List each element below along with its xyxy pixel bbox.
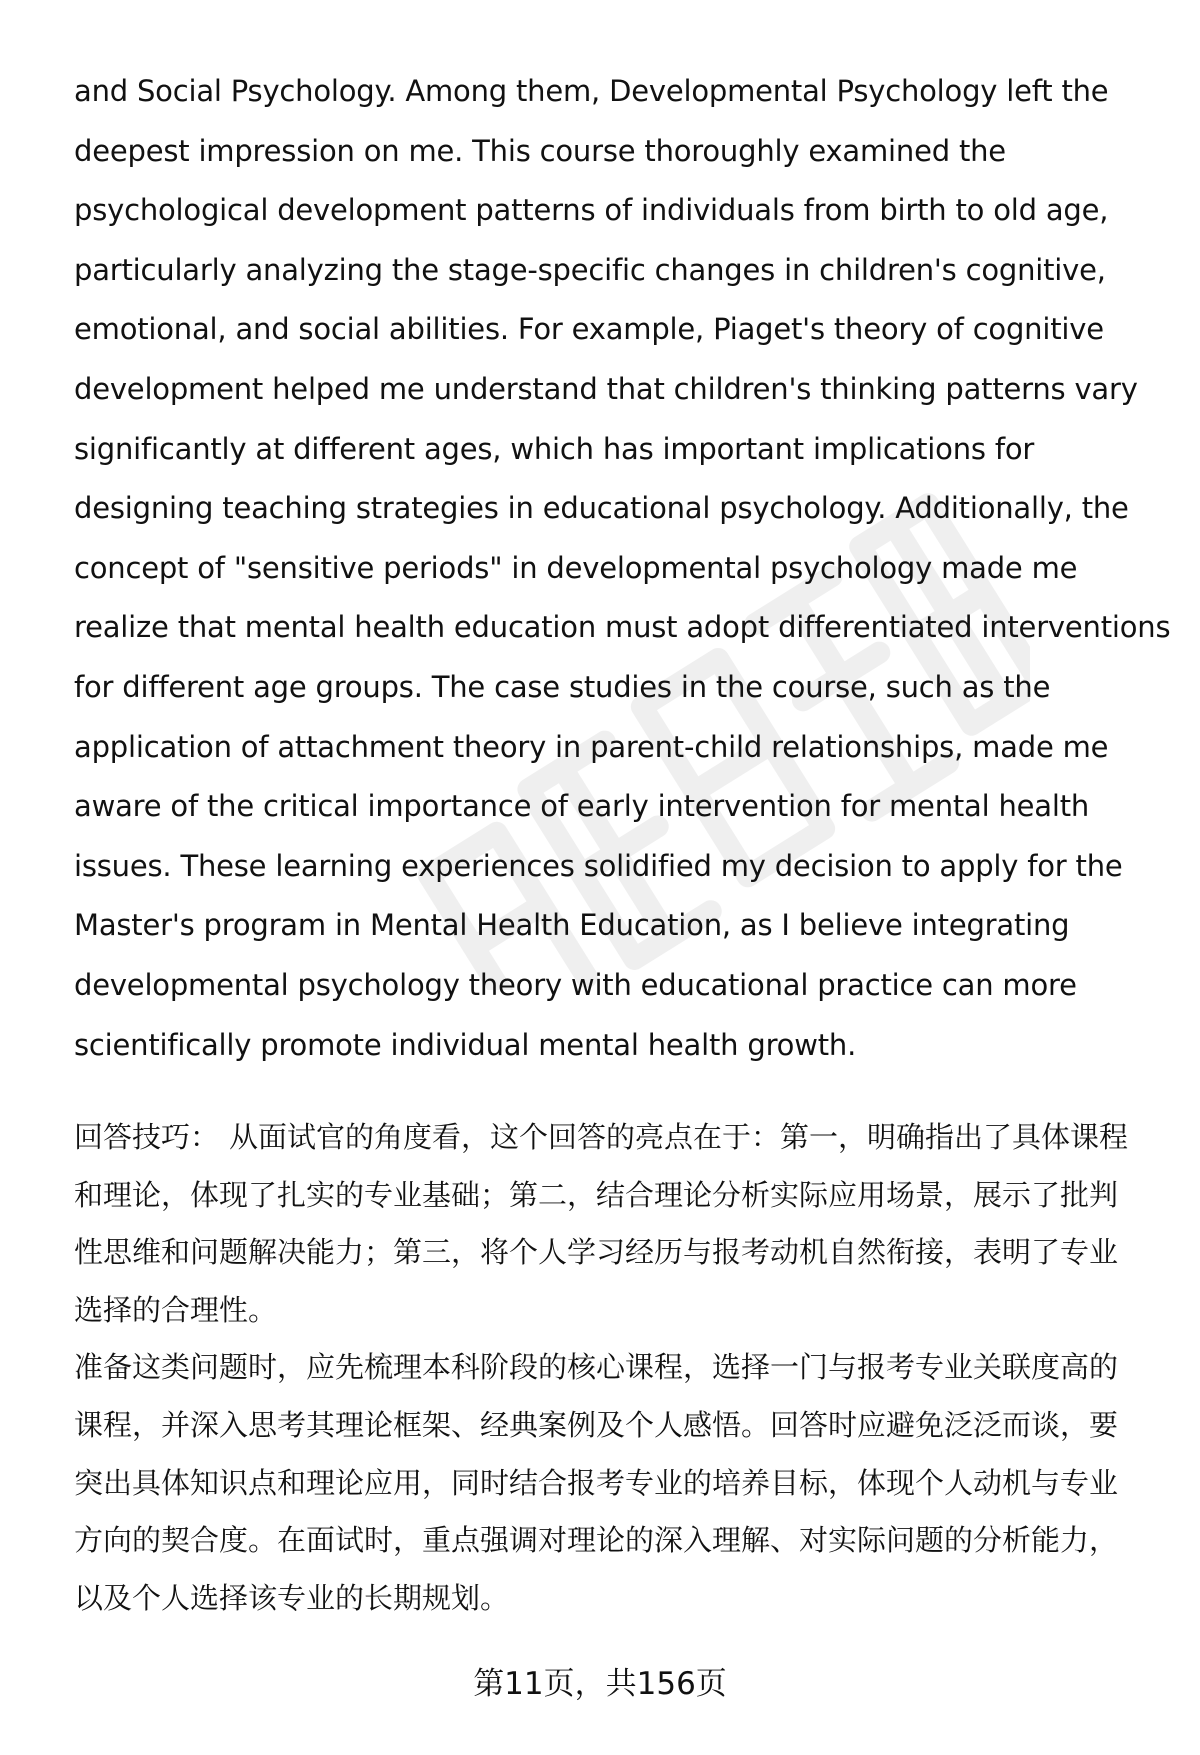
body-line: deepest impression on me. This course thoroughly examined the — [74, 133, 1006, 168]
body-line: significantly at different ages, which has important implications for — [74, 431, 1035, 466]
body-paragraph — [74, 62, 1171, 1075]
tips-line: 准备这类问题时，应先梳理本科阶段的核心课程，选择一门与报考专业关联度高的 — [74, 1350, 1119, 1385]
tips-line: 以及个人选择该专业的长期规划。 — [74, 1580, 510, 1615]
tips-line: 性思维和问题解决能力；第三，将个人学习经历与报考动机自然衔接，表明了专业 — [74, 1235, 1119, 1270]
tips-line: 突出具体知识点和理论应用，同时结合报考专业的培养目标，体现个人动机与专业 — [74, 1465, 1119, 1500]
body-line: developmental psychology theory with educational practice can more — [74, 967, 1077, 1002]
tips-label: 回答技巧： — [74, 1120, 220, 1155]
body-line: and Social Psychology. Among them, Developmental Psychology left the — [74, 74, 1109, 108]
body-line: emotional, and social abilities. For example, Piaget's theory of cognitive — [74, 312, 1104, 347]
body-line: Master's program in Mental Health Education, as I believe integrating — [74, 908, 1070, 943]
tips-line: 和理论，体现了扎实的专业基础；第二，结合理论分析实际应用场景，展示了批判 — [74, 1177, 1119, 1212]
tips-line: 课程，并深入思考其理论框架、经典案例及个人感悟。回答时应避免泛泛而谈，要 — [74, 1408, 1119, 1443]
body-line: application of attachment theory in parent-child relationships, made me — [74, 729, 1109, 764]
body-line: issues. These learning experiences solidified my decision to apply for the — [74, 848, 1123, 883]
body-line: for different age groups. The case studies in the course, such as the — [74, 669, 1051, 704]
tips-first-line — [74, 1109, 1164, 1167]
tips-line: 选择的合理性。 — [74, 1292, 278, 1327]
body-line: psychological development patterns of individuals from birth to old age, — [74, 193, 1109, 228]
body-line: development helped me understand that children's thinking patterns vary — [74, 371, 1138, 406]
body-line: particularly analyzing the stage-specific changes in children's cognitive, — [74, 252, 1106, 287]
body-line: realize that mental health education must adopt differentiated interventions — [74, 610, 1171, 645]
answer-tips-section — [74, 1109, 1164, 1627]
body-line: designing teaching strategies in educational psychology. Additionally, the — [74, 491, 1129, 526]
page-number: 第11页，共156页 — [473, 1666, 727, 1702]
tips-line: 方向的契合度。在面试时，重点强调对理论的深入理解、对实际问题的分析能力， — [74, 1523, 1119, 1558]
body-line: aware of the critical importance of early intervention for mental health — [74, 789, 1090, 824]
main-content — [74, 62, 1171, 1627]
body-line: concept of "sensitive periods" in developmental psychology made me — [74, 550, 1078, 585]
tips-first-line-text: 从面试官的角度看，这个回答的亮点在于：第一，明确指出了具体课程 — [229, 1120, 1129, 1155]
body-line: scientifically promote individual mental health growth. — [74, 1027, 857, 1062]
